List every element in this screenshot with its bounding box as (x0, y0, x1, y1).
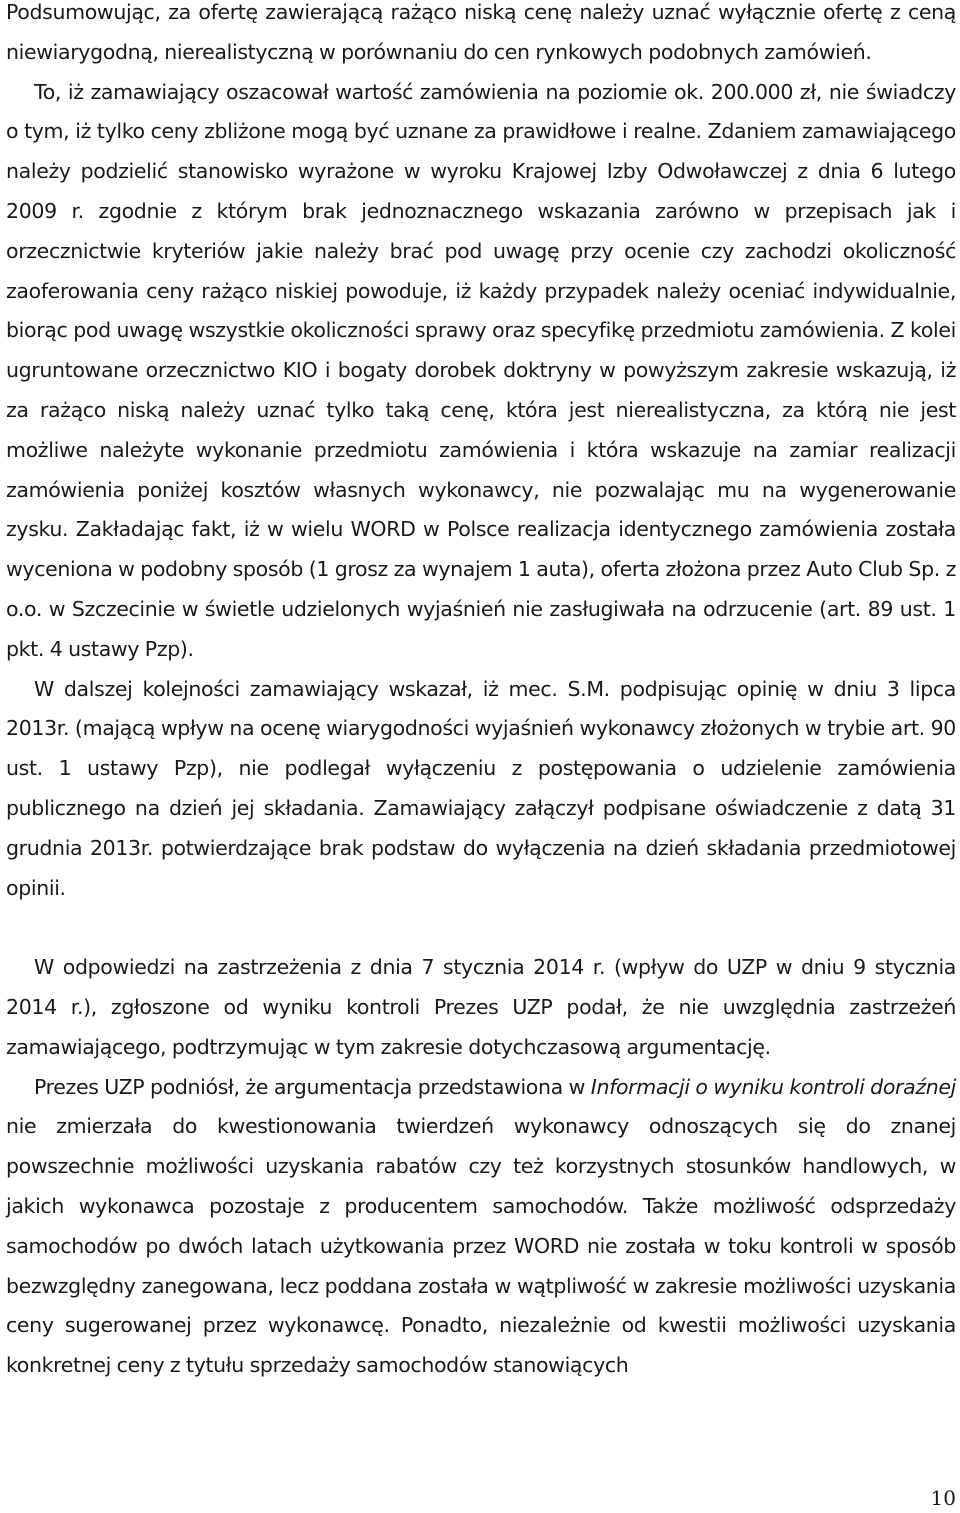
paragraph-text: W odpowiedzi na zastrzeżenia z dnia 7 stycznia 2014 r. (wpływ do UZP w dniu 9 stycznia 2014 r.), zgłoszone od wyniku kontroli Prezes UZP podał, że nie uwzględnia zastrzeżeń zamawiającego, podtrzymując w tym zakresie dotychczasową argumentację. (6, 955, 956, 1059)
paragraph-text: Prezes UZP podniósł, że argumentacja przedstawiona w (34, 1074, 591, 1099)
paragraph-objections-response (6, 948, 956, 1067)
paragraph-president-argument (6, 1068, 956, 1386)
document-body (6, 0, 956, 1386)
paragraph-text: To, iż zamawiający oszacował wartość zamówienia na poziomie ok. 200.000 zł, nie świadczy o tym, iż tylko ceny zbliżone mogą być uznane za prawidłowe i realne. Zdaniem zamawiającego należy podzielić stanowisko wyrażone w wyroku Krajowej Izby Odwoławczej z dnia 6 lutego 2009 r. zgodnie z którym brak jednoznacznego wskazania zarówno w przepisach jak i orzecznictwie kryteriów jakie należy brać pod uwagę przy ocenie czy zachodzi okoliczność zaoferowania ceny rażąco niskiej powoduje, iż każdy przypadek należy oceniać indywidualnie, biorąc pod uwagę wszystkie okoliczności sprawy oraz specyfikę przedmiotu zamówienia. Z kolei ugruntowane orzecznictwo KIO i bogaty dorobek doktryny w powyższym zakresie wskazują, iż za rażąco niską należy uznać tylko taką cenę, która jest nierealistyczna, za którą nie jest możliwe należyte wykonanie przedmiotu zamówienia i która wskazuje na zamiar realizacji zamówienia poniżej kosztów własnych wykonawcy, nie pozwalając mu na wygenerowanie zysku. Zakładając fakt, iż w wielu WORD w Polsce realizacja identycznego zamówienia została wyceniona w podobny sposób (1 grosz za wynajem 1 auta), oferta złożona przez Auto Club Sp. z o.o. w Szczecinie w świetle udzielonych wyjaśnień nie zasługiwała na odrzucenie (art. 89 ust. 1 pkt. 4 ustawy Pzp). (6, 79, 956, 661)
report-title-italic: Informacji o wyniku kontroli doraźnej (590, 1074, 956, 1099)
paragraph-summary (6, 0, 956, 73)
page-number: 10 (930, 1486, 956, 1510)
paragraph-valuation (6, 73, 956, 670)
paragraph-legal-opinion (6, 670, 956, 909)
paragraph-text: W dalszej kolejności zamawiający wskazał, iż mec. S.M. podpisując opinię w dniu 3 lipca 2013r. (mającą wpływ na ocenę wiarygodności wyjaśnień wykonawcy złożonych w trybie art. 90 ust. 1 ustawy Pzp), nie podlegał wyłączeniu z postępowania o udzielenie zamówienia publicznego na dzień jej składania. Zamawiający załączył podpisane oświadczenie z datą 31 grudnia 2013r. potwierdzające brak podstaw do wyłączenia na dzień składania przedmiotowej opinii. (6, 676, 956, 900)
paragraph-text: Podsumowując, za ofertę zawierającą rażąco niską cenę należy uznać wyłącznie ofertę z ceną niewiarygodną, nierealistyczną w porównaniu do cen rynkowych podobnych zamówień. (6, 0, 956, 64)
paragraph-text: nie zmierzała do kwestionowania twierdzeń wykonawcy odnoszących się do znanej powszechnie możliwości uzyskania rabatów czy też korzystnych stosunków handlowych, w jakich wykonawca pozostaje z producentem samochodów. Także możliwość odsprzedaży samochodów po dwóch latach użytkowania przez WORD nie została w toku kontroli w sposób bezwzględny zanegowana, lecz poddana została w wątpliwość w zakresie możliwości uzyskania ceny sugerowanej przez wykonawcę. Ponadto, niezależnie od kwestii możliwości uzyskania konkretnej ceny z tytułu sprzedaży samochodów stanowiących (6, 1114, 956, 1378)
